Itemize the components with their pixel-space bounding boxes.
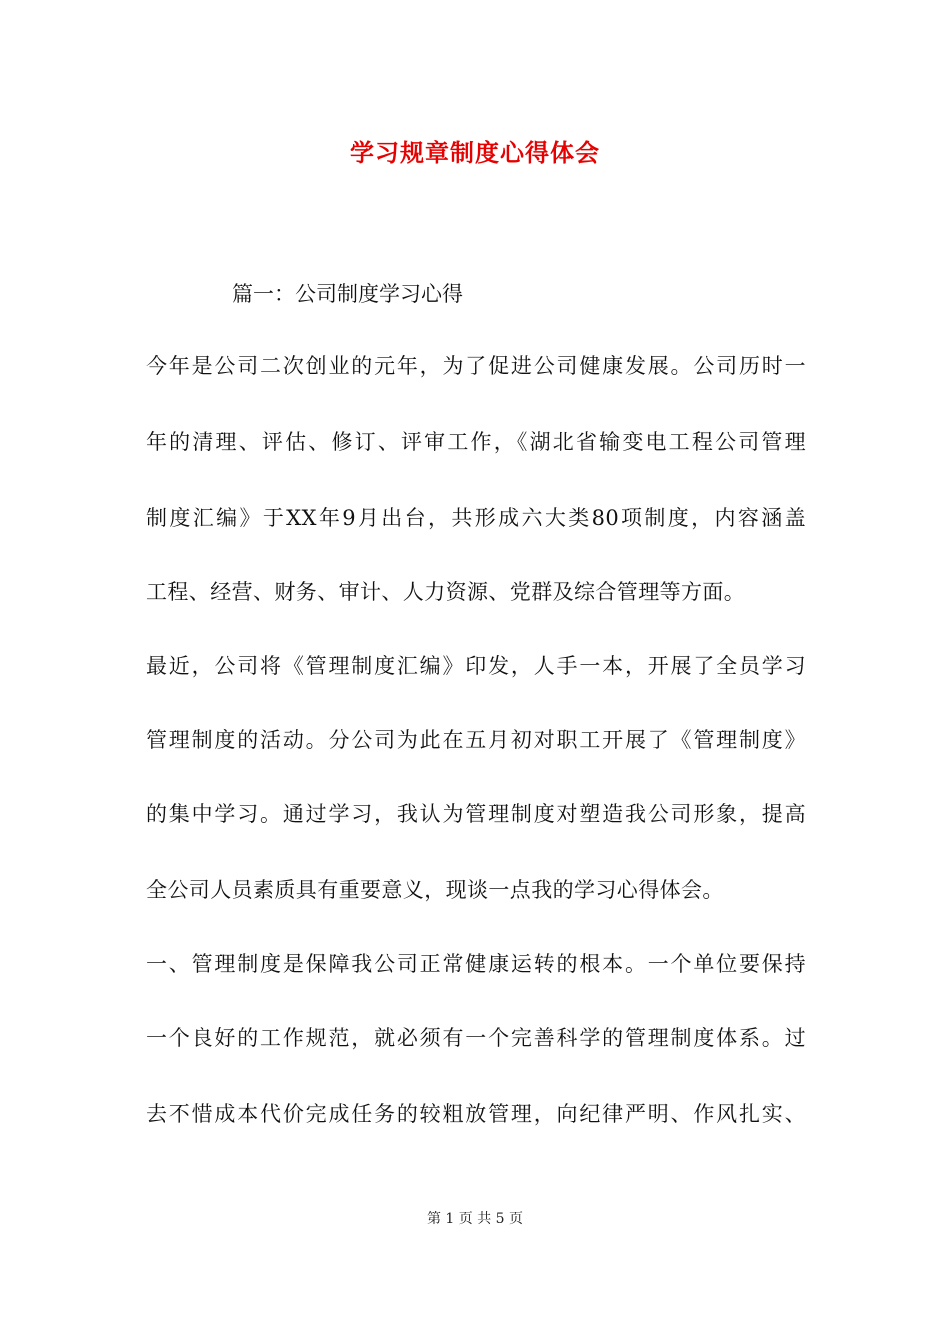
body-line: 去不惜成本代价完成任务的较粗放管理，向纪律严明、作风扎实、 bbox=[146, 1102, 806, 1126]
body-line: 年的清理、评估、修订、评审工作，《湖北省输变电工程公司管理 bbox=[146, 430, 806, 454]
body-line: 一个良好的工作规范，就必须有一个完善科学的管理制度体系。过 bbox=[146, 1026, 806, 1050]
body-line: 管理制度的活动。分公司为此在五月初对职工开展了《管理制度》 bbox=[146, 728, 806, 752]
body-line: 今年是公司二次创业的元年，为了促进公司健康发展。公司历时一 bbox=[146, 354, 806, 378]
page-title: 学习规章制度心得体会 bbox=[350, 138, 600, 167]
page-number: 第 1 页 共 5 页 bbox=[426, 1211, 524, 1227]
body-line: 最近，公司将《管理制度汇编》印发，人手一本，开展了全员学习 bbox=[146, 654, 806, 678]
body-line: 全公司人员素质具有重要意义，现谈一点我的学习心得体会。 bbox=[146, 878, 724, 902]
body-line: 制度汇编》于XX年9月出台，共形成六大类80项制度，内容涵盖 bbox=[146, 506, 806, 530]
section-heading: 篇一：公司制度学习心得 bbox=[232, 282, 463, 306]
body-line: 的集中学习。通过学习，我认为管理制度对塑造我公司形象，提高 bbox=[146, 802, 806, 826]
body-line: 一、管理制度是保障我公司正常健康运转的根本。一个单位要保持 bbox=[146, 952, 806, 976]
body-line: 工程、经营、财务、审计、人力资源、党群及综合管理等方面。 bbox=[146, 580, 746, 604]
